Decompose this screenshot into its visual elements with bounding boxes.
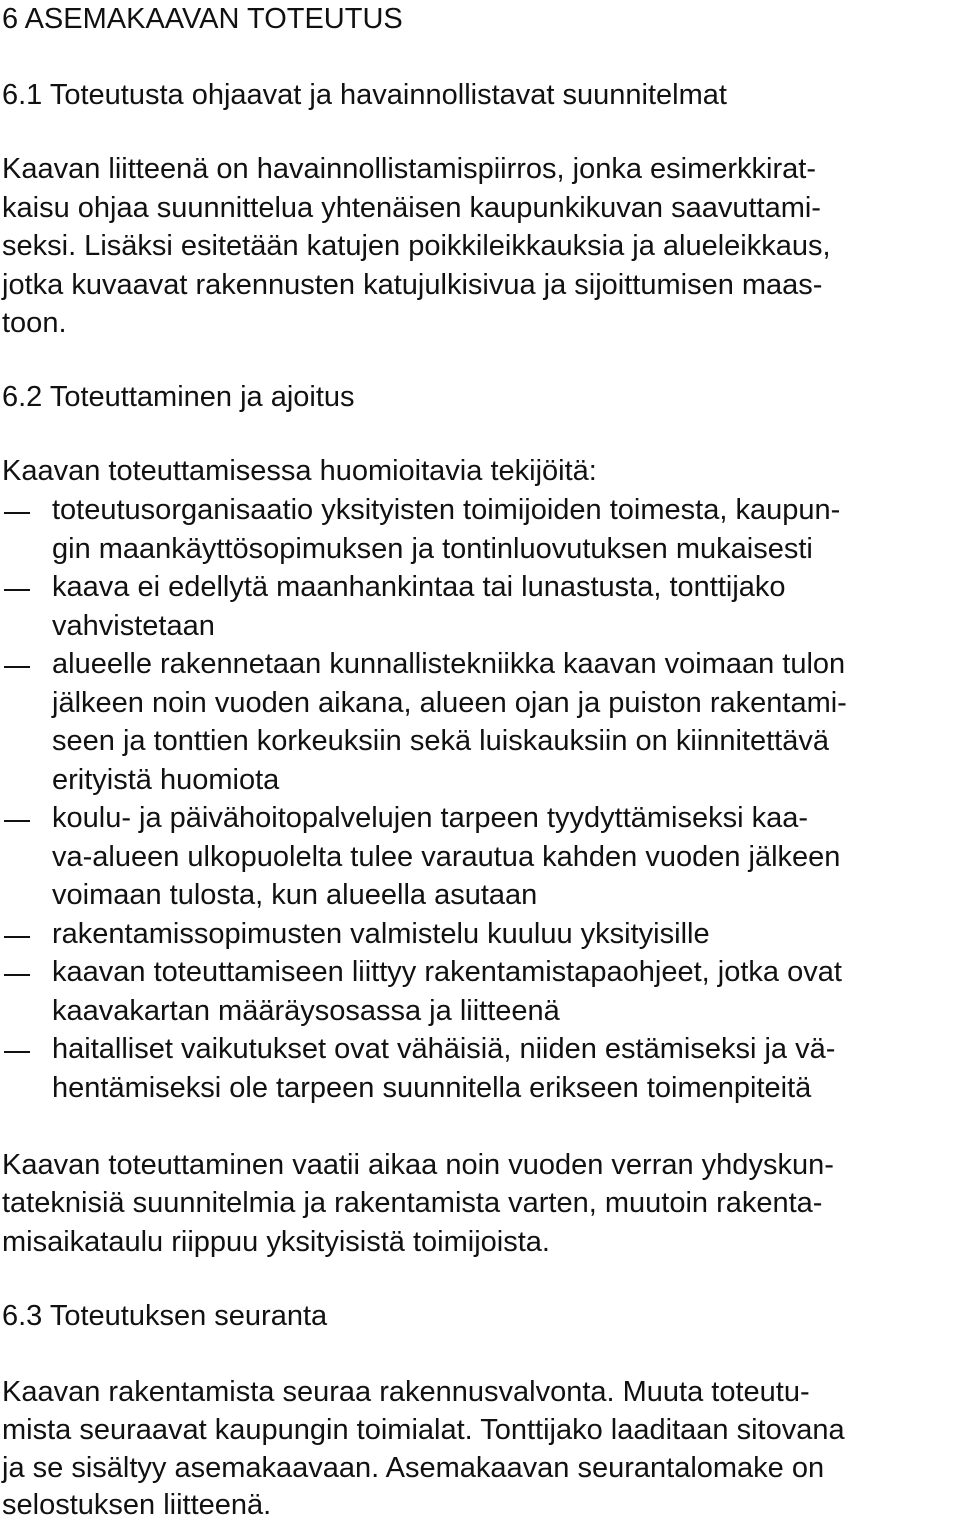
list-item-line: alueelle rakennetaan kunnallistekniikka kaavan voimaan tulon (52, 648, 846, 680)
paragraph-line: Kaavan rakentamista seuraa rakennusvalvonta. Muuta toteutu- (2, 1376, 810, 1408)
dash-bullet (4, 936, 30, 938)
heading-6-1: 6.1 Toteutusta ohjaavat ja havainnollistavat suunnitelmat (2, 79, 727, 111)
list-item-line: va-alueen ulkopuolelta tulee varautua kahden vuoden jälkeen (52, 841, 841, 873)
list-item-line: voimaan tulosta, kun alueella asutaan (52, 879, 538, 911)
paragraph-line: jotka kuvaavat rakennusten katujulkisivua ja sijoittumisen maas- (2, 269, 823, 301)
list-item-line: kaava ei edellytä maanhankintaa tai lunastusta, tonttijako (52, 571, 786, 603)
dash-bullet (4, 820, 30, 822)
paragraph-line: mista seuraavat kaupungin toimialat. Tonttijako laaditaan sitovana (2, 1414, 845, 1446)
list-item-line: haitalliset vaikutukset ovat vähäisiä, niiden estämiseksi ja vä- (52, 1033, 836, 1065)
list-item-line: erityistä huomiota (52, 764, 280, 796)
dash-bullet (4, 1051, 30, 1053)
list-item-line: rakentamissopimusten valmistelu kuuluu yksityisille (52, 918, 710, 950)
heading-6-3: 6.3 Toteutuksen seuranta (2, 1300, 328, 1332)
paragraph-line: Kaavan toteuttaminen vaatii aikaa noin vuoden verran yhdyskun- (2, 1149, 834, 1181)
paragraph-line: tateknisiä suunnitelmia ja rakentamista varten, muutoin rakenta- (2, 1187, 823, 1219)
dash-bullet (4, 666, 30, 668)
list-item-line: toteutusorganisaatio yksityisten toimijoiden toimesta, kaupun- (52, 494, 841, 526)
paragraph-line: kaisu ohjaa suunnittelua yhtenäisen kaupunkikuvan saavuttami- (2, 192, 821, 224)
list-item-line: hentämiseksi ole tarpeen suunnitella erikseen toimenpiteitä (52, 1072, 812, 1104)
paragraph-line: ja se sisältyy asemakaavaan. Asemakaavan seurantalomake on (2, 1452, 825, 1484)
heading-6-2: 6.2 Toteuttaminen ja ajoitus (2, 381, 355, 413)
list-item-line: kaavan toteuttamiseen liittyy rakentamistapaohjeet, jotka ovat (52, 956, 842, 988)
list-intro: Kaavan toteuttamisessa huomioitavia tekijöitä: (2, 455, 597, 487)
paragraph-line: seksi. Lisäksi esitetään katujen poikkileikkauksia ja alueleikkaus, (2, 230, 831, 262)
dash-bullet (4, 974, 30, 976)
list-item-line: jälkeen noin vuoden aikana, alueen ojan ja puiston rakentami- (52, 687, 847, 719)
paragraph-line: Kaavan liitteenä on havainnollistamispiirros, jonka esimerkkirat- (2, 153, 816, 185)
paragraph-line: selostuksen liitteenä. (2, 1489, 272, 1521)
dash-bullet (4, 589, 30, 591)
paragraph-line: toon. (2, 307, 67, 339)
list-item-line: vahvistetaan (52, 610, 215, 642)
list-item-line: seen ja tonttien korkeuksiin sekä luiskauksiin on kiinnitettävä (52, 725, 829, 757)
paragraph-line: misaikataulu riippuu yksityisistä toimijoista. (2, 1226, 550, 1258)
list-item-line: koulu- ja päivähoitopalvelujen tarpeen tyydyttämiseksi kaa- (52, 802, 809, 834)
dash-bullet (4, 512, 30, 514)
list-item-line: gin maankäyttösopimuksen ja tontinluovutuksen mukaisesti (52, 533, 813, 565)
list-item-line: kaavakartan määräysosassa ja liitteenä (52, 995, 560, 1027)
section-title: 6 ASEMAKAAVAN TOTEUTUS (2, 3, 403, 35)
